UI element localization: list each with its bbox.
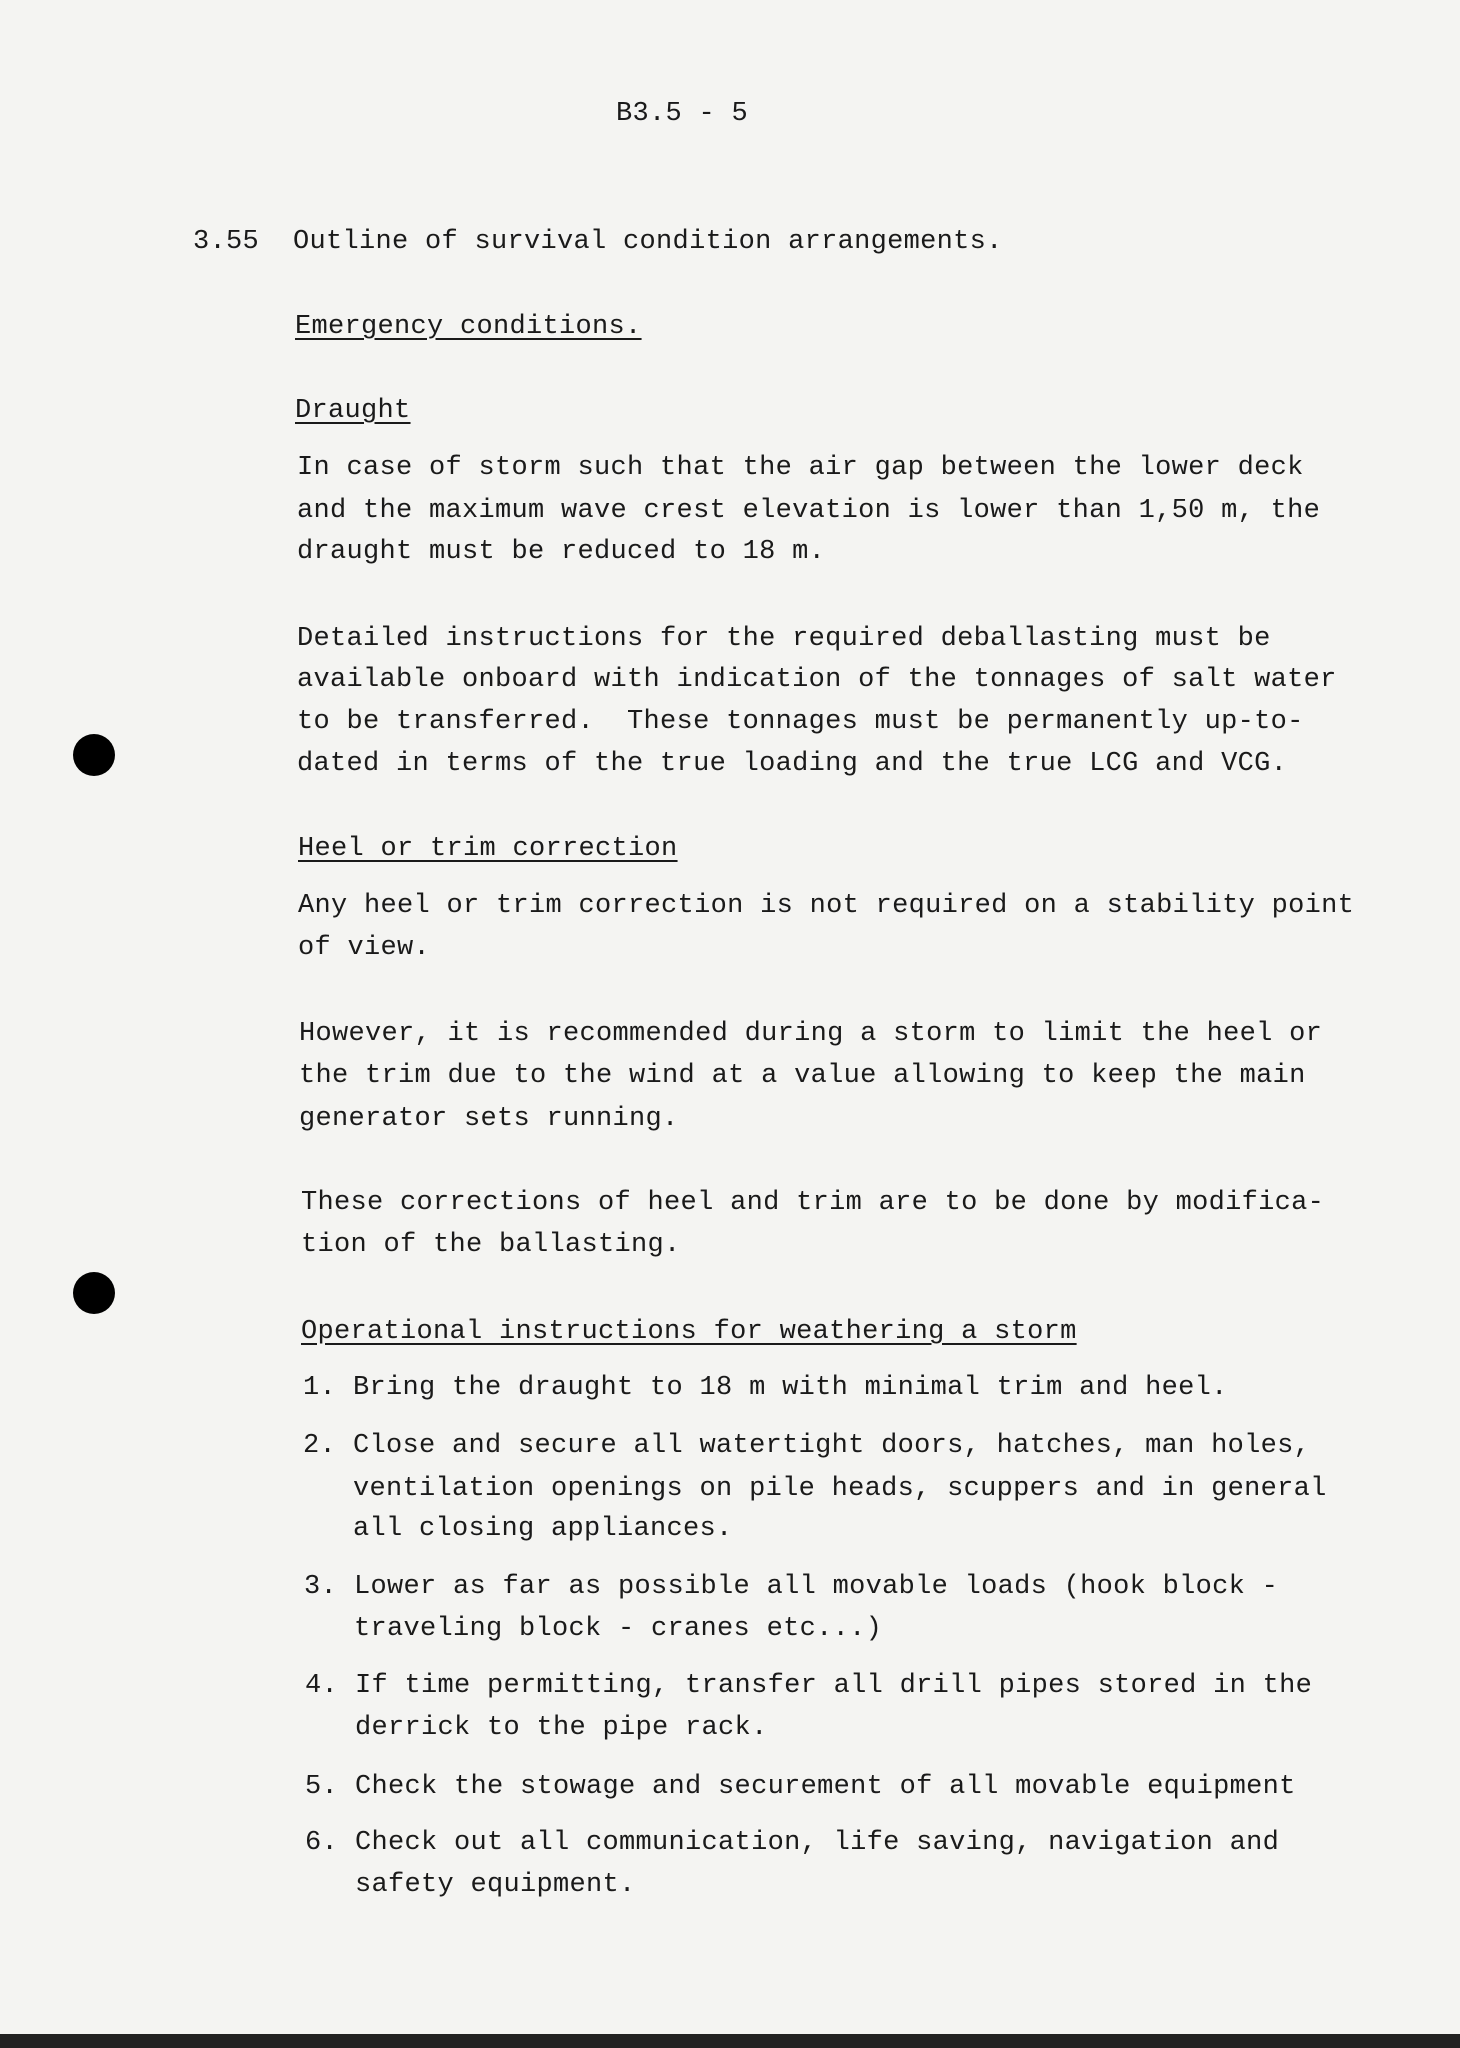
para-line: In case of storm such that the air gap between the lower deck xyxy=(297,453,1304,483)
item-line: Check out all communication, life saving, navigation and xyxy=(355,1828,1280,1858)
para-line: generator sets running. xyxy=(299,1104,679,1134)
draught-heading: Draught xyxy=(295,396,411,426)
para-line: the trim due to the wind at a value allowing to keep the main xyxy=(299,1061,1306,1091)
para-line: available onboard with indication of the tonnages of salt water xyxy=(297,665,1337,695)
section-number: 3.55 xyxy=(193,227,260,257)
item-number: 3. xyxy=(304,1572,338,1602)
item-number: 5. xyxy=(305,1772,339,1802)
item-line: Check the stowage and securement of all movable equipment xyxy=(355,1772,1296,1802)
scan-edge xyxy=(0,2034,1460,2048)
para-line: and the maximum wave crest elevation is lower than 1,50 m, the xyxy=(297,496,1321,526)
punch-hole xyxy=(73,734,115,776)
item-number: 4. xyxy=(305,1671,339,1701)
para-line: However, it is recommended during a storm to limit the heel or xyxy=(299,1019,1323,1049)
item-number: 1. xyxy=(303,1373,337,1403)
para-line: of view. xyxy=(298,933,431,963)
item-line: derrick to the pipe rack. xyxy=(355,1713,768,1743)
emergency-heading: Emergency conditions. xyxy=(295,312,642,342)
item-line: safety equipment. xyxy=(355,1870,636,1900)
para-line: Any heel or trim correction is not required on a stability point xyxy=(298,891,1355,921)
para-line: dated in terms of the true loading and the true LCG and VCG. xyxy=(297,749,1288,779)
operational-heading: Operational instructions for weathering a storm xyxy=(301,1317,1077,1347)
para-line: tion of the ballasting. xyxy=(301,1230,681,1260)
item-number: 2. xyxy=(303,1431,337,1461)
heel-heading: Heel or trim correction xyxy=(298,834,678,864)
para-line: draught must be reduced to 18 m. xyxy=(297,537,826,567)
item-line: Bring the draught to 18 m with minimal trim and heel. xyxy=(353,1373,1228,1403)
item-line: Lower as far as possible all movable loads (hook block - xyxy=(354,1572,1279,1602)
item-line: If time permitting, transfer all drill pipes stored in the xyxy=(355,1671,1313,1701)
section-title: Outline of survival condition arrangements. xyxy=(293,227,1003,257)
item-line: ventilation openings on pile heads, scuppers and in general xyxy=(353,1474,1327,1504)
item-line: all closing appliances. xyxy=(353,1514,733,1544)
item-line: Close and secure all watertight doors, hatches, man holes, xyxy=(353,1431,1311,1461)
item-line: traveling block - cranes etc...) xyxy=(354,1614,883,1644)
page-header: B3.5 - 5 xyxy=(616,99,749,129)
item-number: 6. xyxy=(305,1828,339,1858)
punch-hole xyxy=(73,1272,115,1314)
para-line: These corrections of heel and trim are to be done by modifica- xyxy=(301,1188,1325,1218)
para-line: to be transferred. These tonnages must be permanently up-to- xyxy=(297,707,1304,737)
para-line: Detailed instructions for the required deballasting must be xyxy=(297,624,1271,654)
